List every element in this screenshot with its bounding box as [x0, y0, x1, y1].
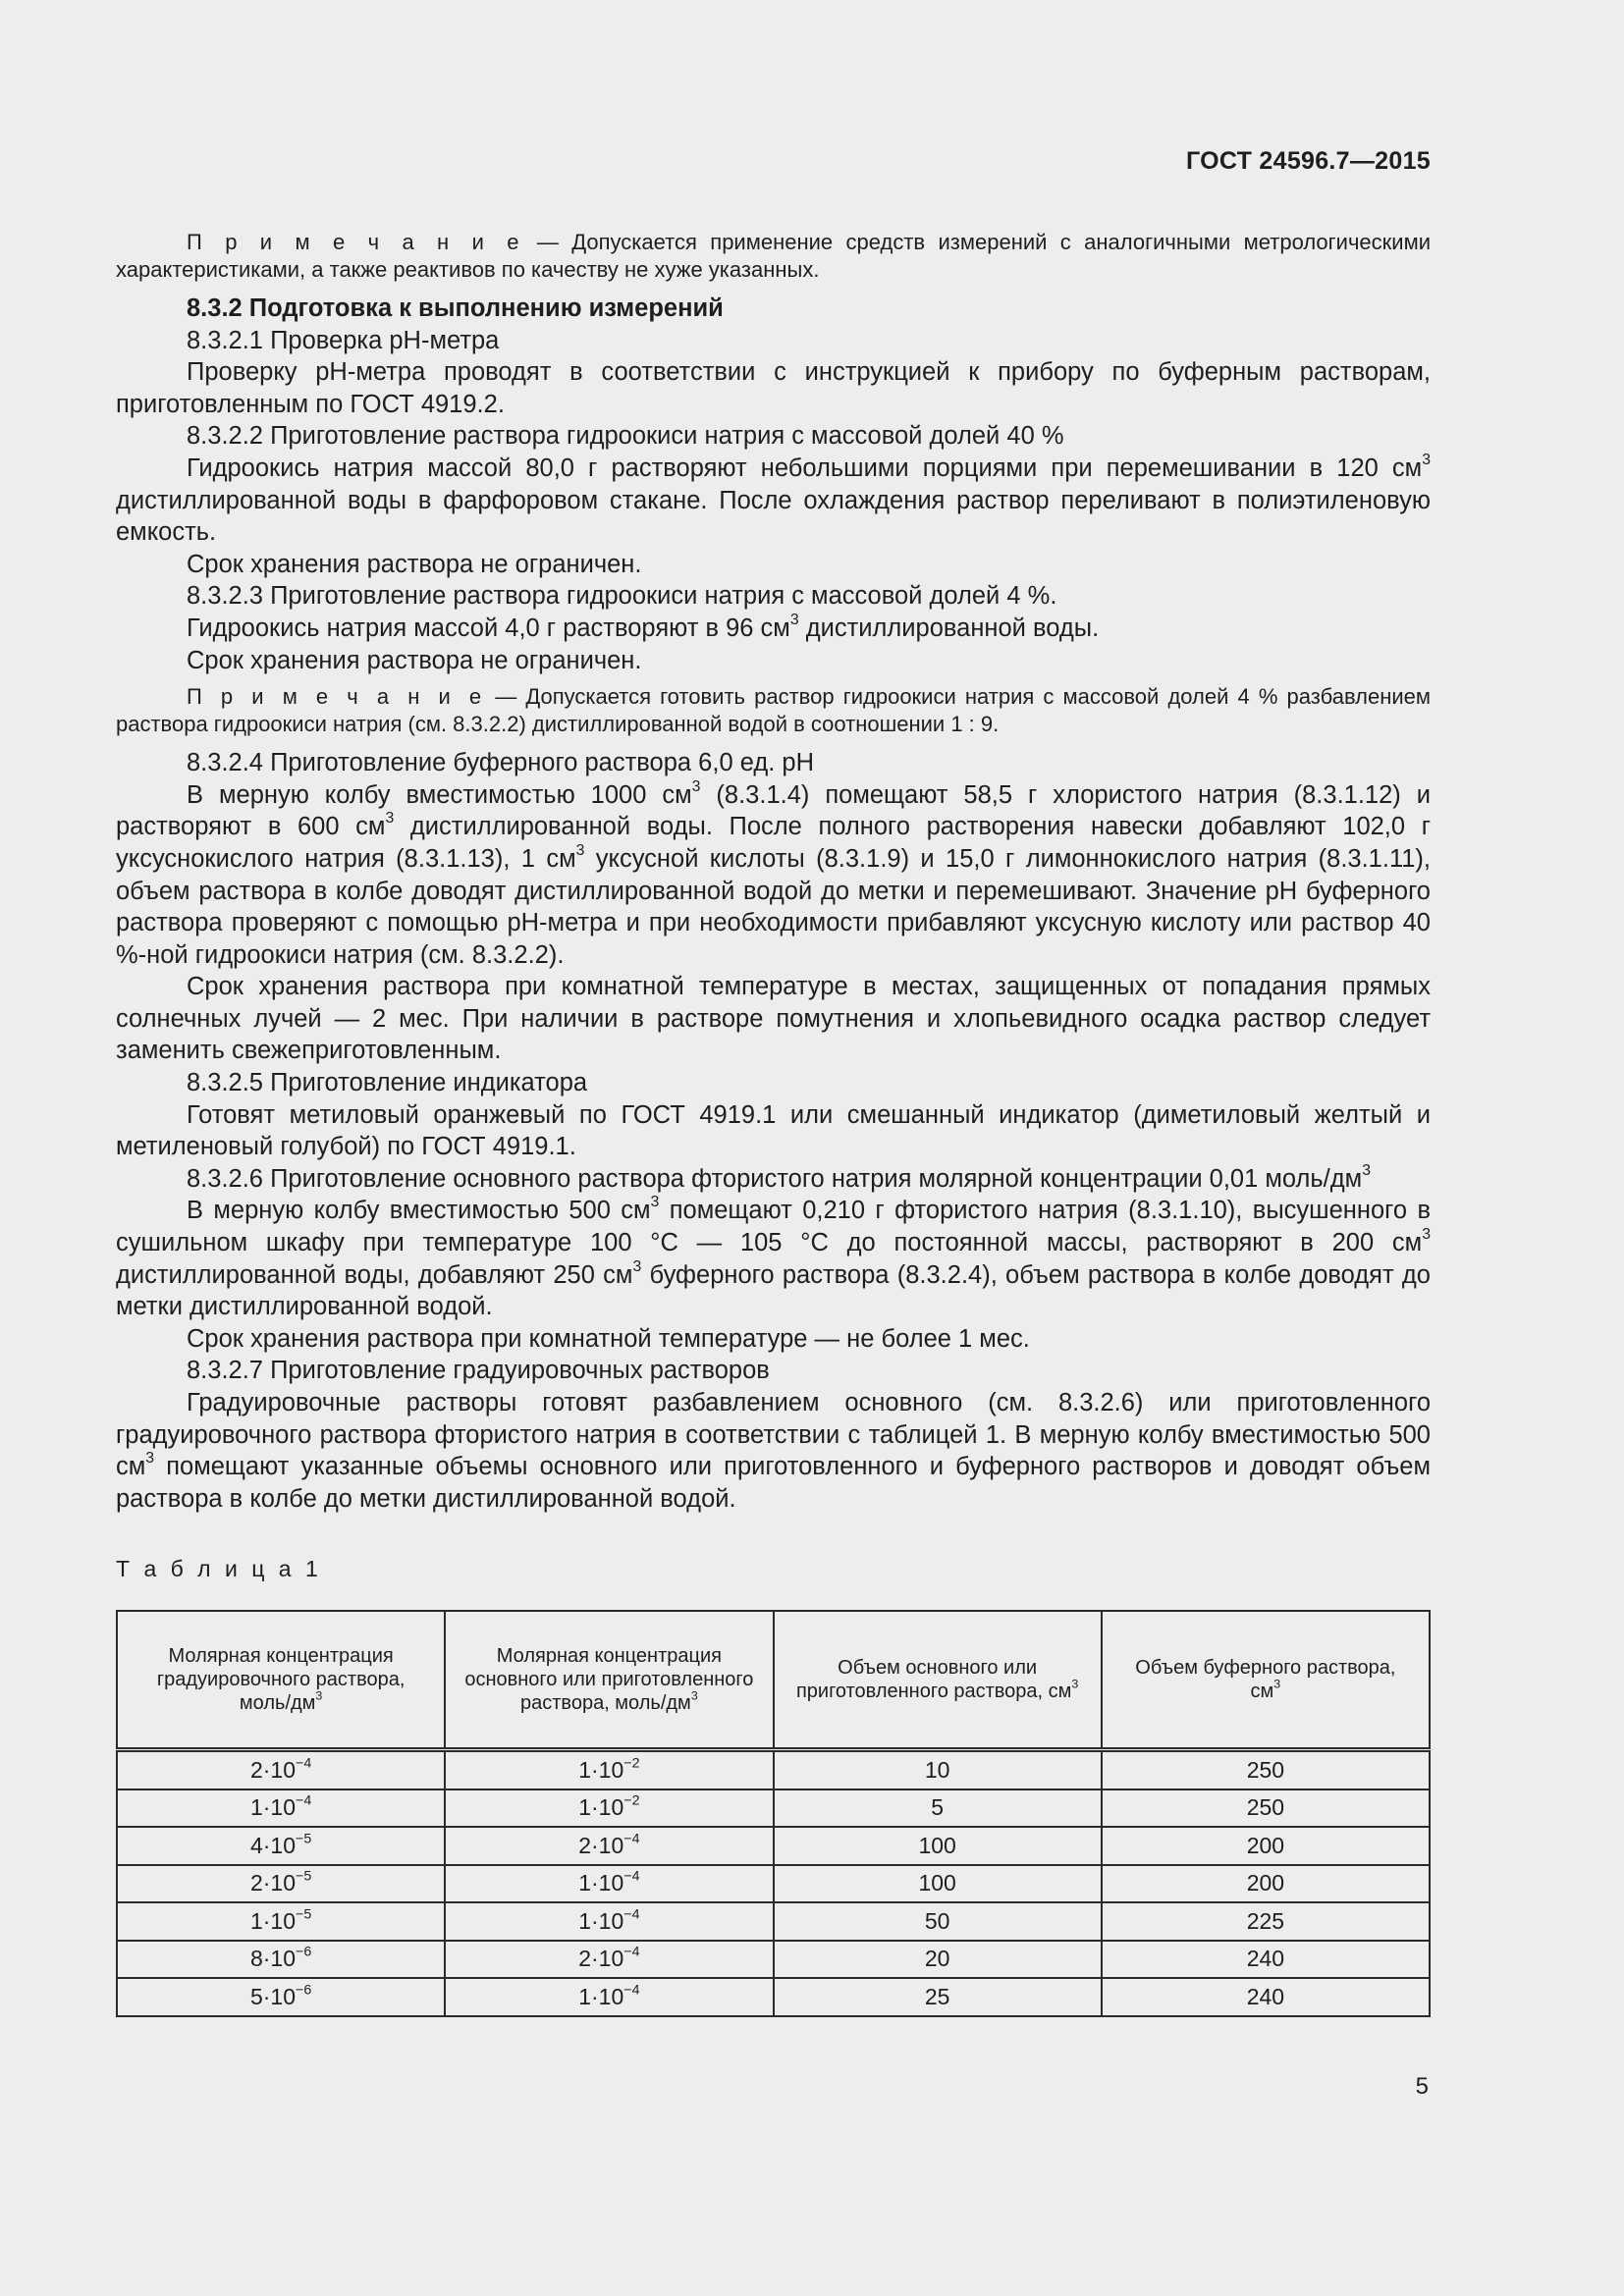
note-label: П р и м е ч а н и е [187, 230, 524, 254]
table-cell: $2\cdot 10^{-5}$ [117, 1865, 445, 1903]
paragraph: 8.3.2.2 Приготовление раствора гидроокиси натрия с массовой долей 40 % [187, 422, 1064, 451]
table-cell: 240 [1102, 1941, 1430, 1979]
header-cell: Объем буферного раствора, $см^3$ [1102, 1611, 1430, 1750]
paragraph: В мерную колбу вместимостью 500 $см^3$ помещают 0,210 г фтористого натрия (8.3.1.10), высушенного в сушильном шкафу при температуре 100 °С — 105 °С до постоянной массы, растворяют в 200 $см^3$ дистиллированной воды, добавляют 250 $см^3$ буферного раствора (8.3.2.4), объем раствора в колбе доводят до метки дистиллированной водой. [116, 1194, 1431, 1321]
paragraph: В мерную колбу вместимостью 1000 $см^3$ (8.3.1.4) помещают 58,5 г хлористого натрия (8.3.1.12) и растворяют в 600 $см^3$ дистиллированной воды. После полного растворения навески добавляют 102,0 г уксуснокислого натрия (8.3.1.13), 1 $см^3$ уксусной кислоты (8.3.1.9) и 15,0 г лимоннокислого натрия (8.3.1.11), объем раствора в колбе доводят дистиллированной водой до метки и перемешивают. Значение рН буферного раствора проверяют с помощью рН-метра и при необходимости прибавляют уксусную кислоту или раствор 40 %-ной гидроокиси натрия (см. 8.3.2.2). [116, 777, 1432, 969]
table-cell: 225 [1102, 1902, 1430, 1941]
paragraph: Срок хранения раствора не ограничен. [187, 550, 642, 578]
paragraph: 8.3.2.3 Приготовление раствора гидроокиси натрия с массовой долей 4 %. [187, 582, 1057, 611]
table-cell: $8\cdot 10^{-6}$ [117, 1941, 445, 1979]
table-row [117, 1978, 1430, 2016]
table-cell: $1\cdot 10^{-4}$ [445, 1902, 773, 1941]
table-cell: 5 [774, 1789, 1102, 1828]
table-cell: $1\cdot 10^{-4}$ [445, 1865, 773, 1903]
page-number: 5 [1415, 2073, 1429, 2100]
paragraph: Проверку рН-метра проводят в соответствии с инструкцией к прибору по буферным растворам, приготовленным по ГОСТ 4919.2. [116, 358, 1431, 418]
table-cell: 250 [1102, 1750, 1430, 1789]
paragraph: Гидроокись натрия массой 4,0 г растворяют в 96 $см^3$ дистиллированной воды. [187, 612, 1100, 642]
note-label: П р и м е ч а н и е [187, 684, 487, 710]
note-2 [116, 683, 1431, 738]
paragraph: 8.3.2.4 Приготовление буферного раствора 6,0 ед. рН [187, 749, 814, 777]
table-cell: $5\cdot 10^{-6}$ [117, 1978, 445, 2016]
table-row [117, 1865, 1430, 1903]
paragraph: Срок хранения раствора не ограничен. [187, 646, 642, 674]
document-body [116, 222, 1431, 1515]
table-cell: 10 [774, 1750, 1102, 1789]
table-cell: $1\cdot 10^{-4}$ [117, 1789, 445, 1828]
table-row [117, 1941, 1430, 1979]
paragraph: Гидроокись натрия массой 80,0 г растворяют небольшими порциями при перемешивании в 120 $см^3$ дистиллированной воды в фарфоровом стакане. После охлаждения раствор переливают в полиэтиленовую емкость. [116, 452, 1431, 547]
table-row [117, 1750, 1430, 1789]
table-cell: 250 [1102, 1789, 1430, 1828]
note-1 [116, 229, 1431, 284]
paragraph: 8.3.2.5 Приготовление индикатора [187, 1069, 588, 1097]
table-cell: 25 [774, 1978, 1102, 2016]
paragraph: Градуировочные растворы готовят разбавлением основного (см. 8.3.2.6) или приготовленного градуировочного раствора фтористого натрия в соответствии с таблицей 1. В мерную колбу вместимостью 500 $см^3$ помещают указанные объемы основного или приготовленного и буферного растворов и доводят объем раствора в колбе до метки дистиллированной водой. [116, 1389, 1431, 1513]
table-cell: 240 [1102, 1978, 1430, 2016]
table-cell: $2\cdot 10^{-4}$ [117, 1750, 445, 1789]
table-cell: $1\cdot 10^{-2}$ [445, 1750, 773, 1789]
table-cell: $2\cdot 10^{-4}$ [445, 1941, 773, 1979]
table-cell: 100 [774, 1827, 1102, 1865]
paragraph: Срок хранения раствора при комнатной температуре в местах, защищенных от попадания прямых солнечных лучей — 2 мес. При наличии в растворе помутнения и хлопьевидного осадка раствор следует заменить свежеприготовленным. [116, 973, 1431, 1065]
paragraph: 8.3.2.1 Проверка рН-метра [187, 326, 500, 354]
table-cell: $1\cdot 10^{-5}$ [117, 1902, 445, 1941]
table-cell: 50 [774, 1902, 1102, 1941]
table-cell: 100 [774, 1865, 1102, 1903]
table-cell: $1\cdot 10^{-2}$ [445, 1789, 773, 1828]
paragraph: 8.3.2.6 Приготовление основного раствора фтористого натрия молярной концентрации 0,01 моль/$дм^3$ [187, 1162, 1371, 1193]
table-caption: Т а б л и ц а 1 [116, 1556, 322, 1581]
table-cell: 200 [1102, 1865, 1430, 1903]
paragraph: 8.3.2.7 Приготовление градуировочных растворов [187, 1357, 770, 1385]
paragraph: Срок хранения раствора при комнатной температуре — не более 1 мес. [187, 1324, 1030, 1353]
table-cell: $2\cdot 10^{-4}$ [445, 1827, 773, 1865]
header-cell: Объем основного или приготовленного раствора, $см^3$ [774, 1611, 1102, 1750]
header-cell: Молярная концентрация градуировочного раствора, моль/$дм^3$ [117, 1611, 445, 1750]
document-code: ГОСТ 24596.7—2015 [1185, 147, 1431, 175]
table-row [117, 1902, 1430, 1941]
concentration-table [116, 1610, 1431, 2017]
table-cell: 20 [774, 1941, 1102, 1979]
table-cell: $1\cdot 10^{-4}$ [445, 1978, 773, 2016]
table-header-row [117, 1611, 1430, 1750]
table-row [117, 1789, 1430, 1828]
table-row [117, 1827, 1430, 1865]
header-cell: Молярная концентрация основного или приготовленного раствора, моль/$дм^3$ [445, 1611, 773, 1750]
note-text: — Допускается готовить раствор гидроокиси натрия с массовой долей 4 % разбавлением раствора гидроокиси натрия (см. 8.3.2.2) дистиллированной водой в соотношении 1 : 9. [116, 684, 1431, 737]
note-text: — Допускается применение средств измерений с аналогичными метрологическими характеристиками, а также реактивов по качеству не хуже указанных. [116, 230, 1431, 282]
section-heading: 8.3.2 Подготовка к выполнению измерений [187, 294, 724, 322]
table-cell: $4\cdot 10^{-5}$ [117, 1827, 445, 1865]
table-cell: 200 [1102, 1827, 1430, 1865]
paragraph: Готовят метиловый оранжевый по ГОСТ 4919.1 или смешанный индикатор (диметиловый желтый и метиленовый голубой) по ГОСТ 4919.1. [116, 1100, 1431, 1161]
